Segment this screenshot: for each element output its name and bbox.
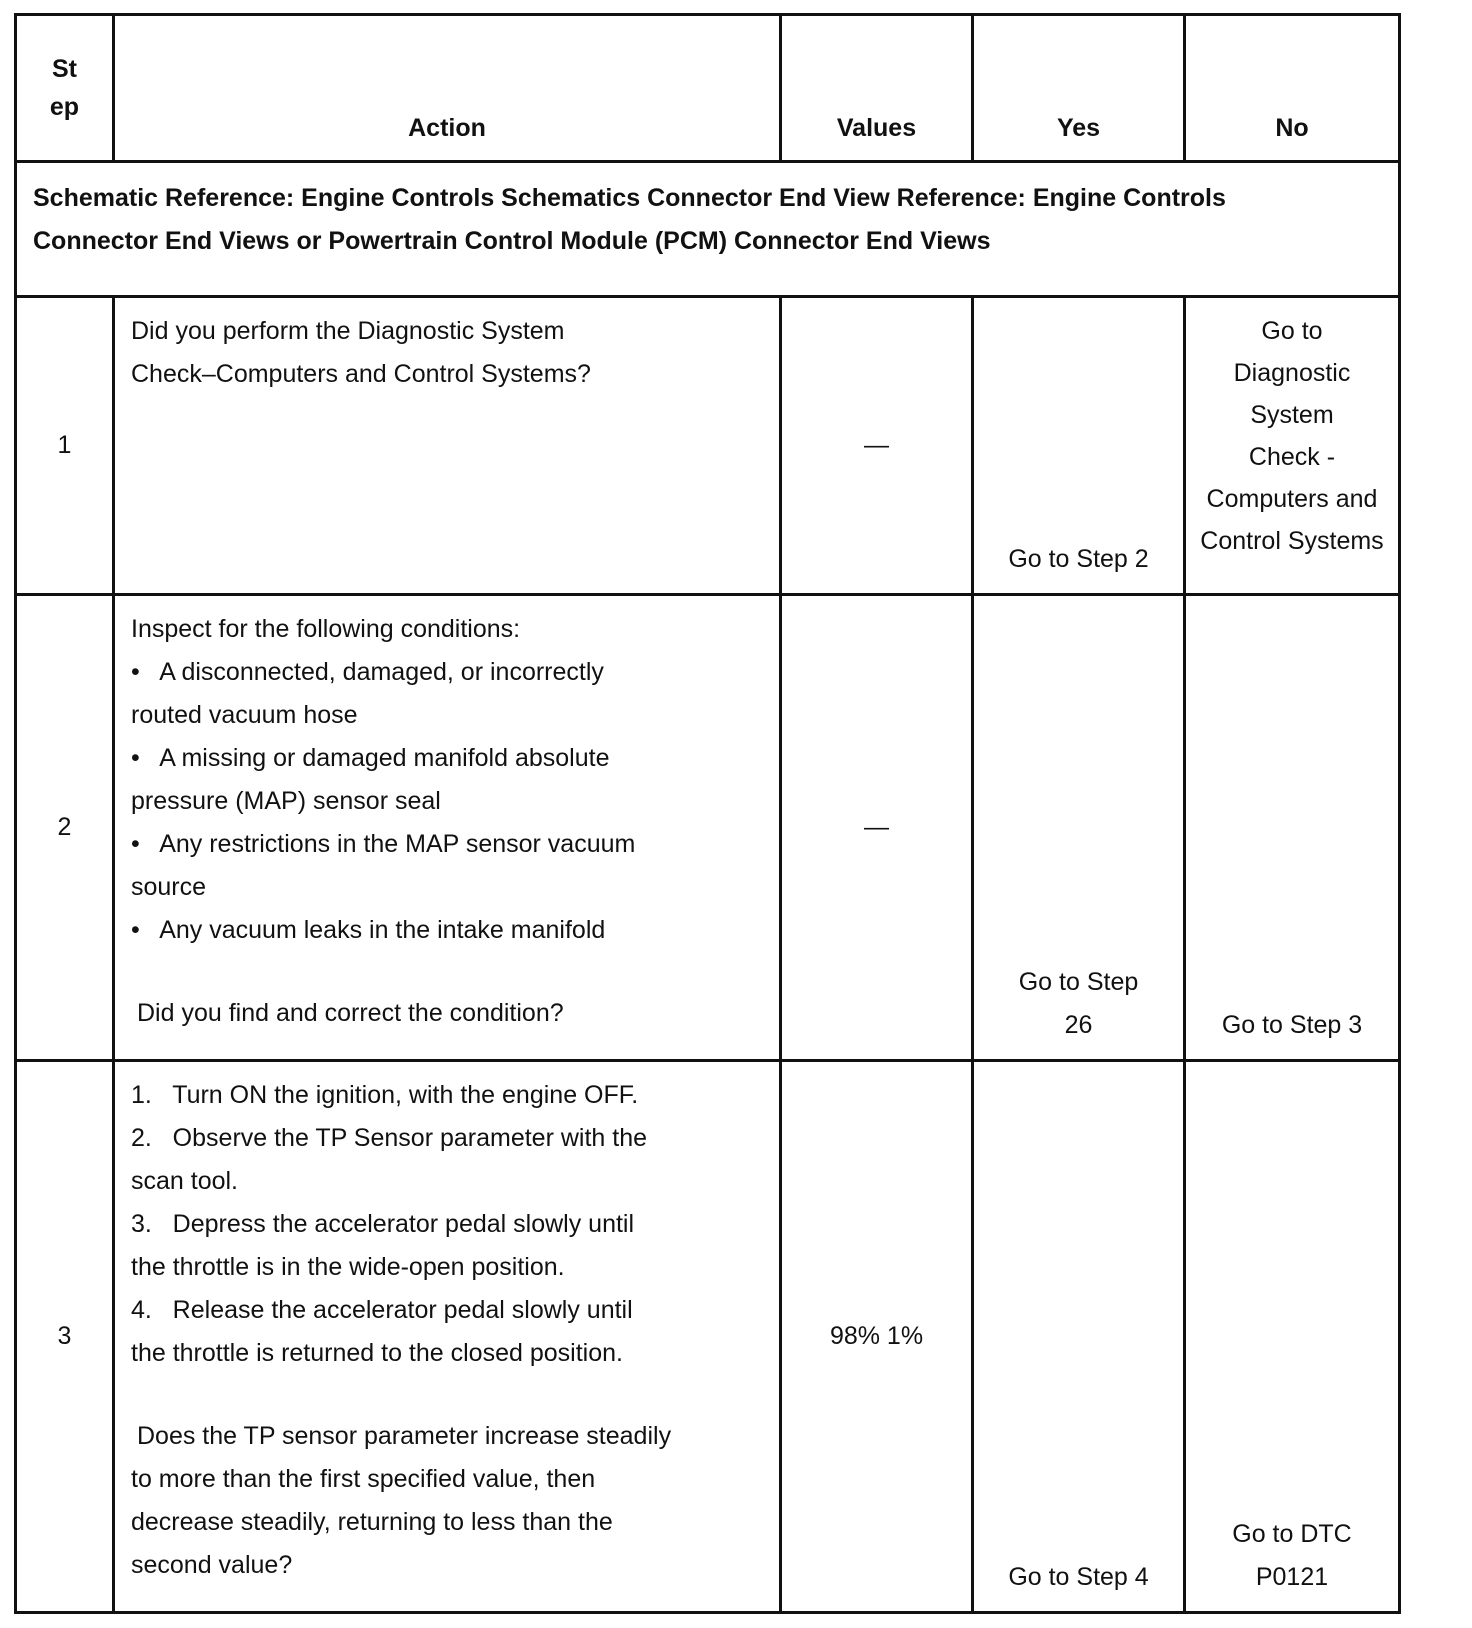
header-yes: Yes (973, 15, 1185, 162)
header-no: No (1185, 15, 1400, 162)
no-line: Computers and (1206, 485, 1378, 513)
action-line: the throttle is returned to the closed position. (131, 1339, 623, 1367)
header-row (16, 15, 1400, 162)
spacer (131, 1375, 765, 1415)
reference-line: Connector End Views or Powertrain Control Module (PCM) Connector End Views (33, 227, 991, 255)
action-question: Did you find and correct the condition? (137, 999, 564, 1027)
action-question-line: Does the TP sensor parameter increase steadily (137, 1422, 672, 1450)
spacer (131, 952, 765, 992)
step-number: 2 (16, 595, 114, 1061)
yes-cell (973, 297, 1185, 595)
header-step (16, 15, 114, 162)
header-step-line: ep (49, 93, 80, 121)
step-number: 1 (16, 297, 114, 595)
no-line: Go to DTC (1232, 1520, 1352, 1548)
no-line: Check - (1248, 443, 1336, 471)
value-cell (781, 595, 973, 1061)
schematic-reference (16, 162, 1400, 297)
reference-line: Schematic Reference: Engine Controls Schematics Connector End View Reference: Engine Controls (33, 184, 1226, 212)
value-text: — (864, 813, 889, 841)
header-values: Values (781, 15, 973, 162)
no-line: Go to (1261, 317, 1323, 345)
action-line: • A missing or damaged manifold absolute (131, 744, 610, 772)
value-text: 98% 1% (829, 1322, 924, 1350)
action-line: pressure (MAP) sensor seal (131, 787, 441, 815)
no-line: P0121 (1255, 1563, 1329, 1591)
yes-line: 26 (1064, 1011, 1093, 1039)
table-row (16, 595, 1400, 1061)
action-line: • Any restrictions in the MAP sensor vacuum (131, 830, 636, 858)
action-cell (114, 297, 781, 595)
action-question-line: second value? (131, 1551, 293, 1579)
yes-text: Go to Step 4 (1008, 1563, 1149, 1591)
no-cell (1185, 1061, 1400, 1613)
action-line: Check–Computers and Control Systems? (131, 360, 591, 388)
value-text: — (864, 431, 889, 459)
action-line: 1. Turn ON the ignition, with the engine OFF. (131, 1081, 639, 1109)
no-line: System (1250, 401, 1334, 429)
action-cell (114, 1061, 781, 1613)
no-text: Go to Step 3 (1221, 1011, 1363, 1039)
no-line: Diagnostic (1233, 359, 1351, 387)
reference-row (16, 162, 1400, 297)
action-cell (114, 595, 781, 1061)
diagnostic-table (14, 13, 1401, 1614)
yes-cell (973, 595, 1185, 1061)
action-line: scan tool. (131, 1167, 239, 1195)
yes-text: Go to Step 2 (1008, 545, 1149, 573)
action-line: 4. Release the accelerator pedal slowly until (131, 1296, 633, 1324)
table-row (16, 297, 1400, 595)
action-line: Inspect for the following conditions: (131, 615, 521, 643)
no-cell (1185, 595, 1400, 1061)
action-line: routed vacuum hose (131, 701, 358, 729)
action-line: Did you perform the Diagnostic System (131, 317, 565, 345)
no-line: Control Systems (1200, 527, 1384, 555)
action-line: the throttle is in the wide-open position. (131, 1253, 565, 1281)
header-action: Action (114, 15, 781, 162)
yes-line: Go to Step (1018, 968, 1139, 996)
action-line: source (131, 873, 207, 901)
action-line: 2. Observe the TP Sensor parameter with the (131, 1124, 648, 1152)
action-question-line: to more than the first specified value, then (131, 1465, 596, 1493)
step-number: 3 (16, 1061, 114, 1613)
yes-cell (973, 1061, 1185, 1613)
action-line: • Any vacuum leaks in the intake manifold (131, 916, 606, 944)
action-line: 3. Depress the accelerator pedal slowly until (131, 1210, 635, 1238)
value-cell (781, 297, 973, 595)
no-cell (1185, 297, 1400, 595)
action-line: • A disconnected, damaged, or incorrectly (131, 658, 604, 686)
value-cell (781, 1061, 973, 1613)
table-row (16, 1061, 1400, 1613)
header-step-line: St (52, 55, 77, 83)
action-question-line: decrease steadily, returning to less than the (131, 1508, 613, 1536)
